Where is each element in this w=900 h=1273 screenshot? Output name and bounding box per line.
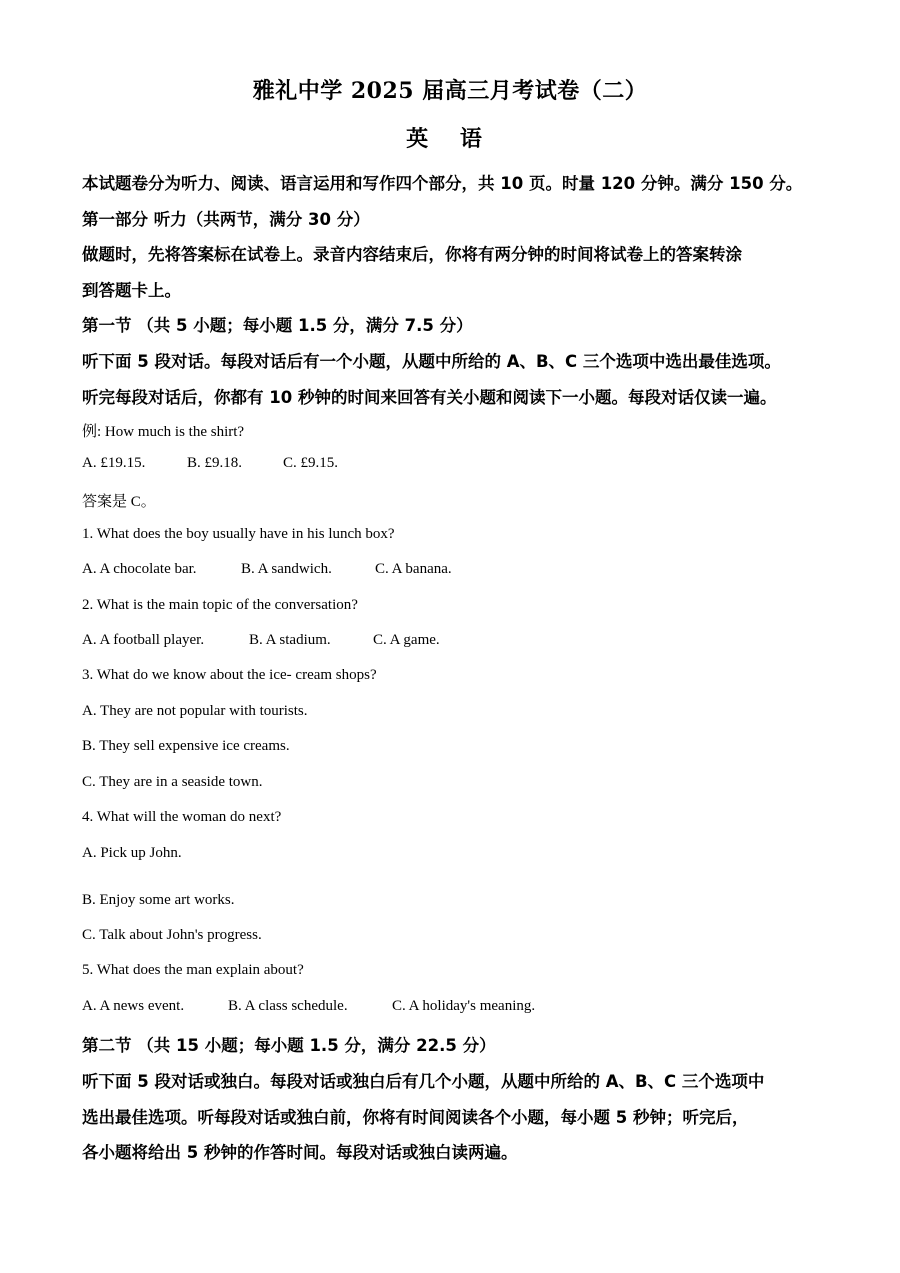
option-a: A. A news event. bbox=[82, 998, 185, 1014]
example-option-b: B. £9.18. bbox=[187, 455, 243, 471]
option-b: B. A class schedule. bbox=[228, 998, 348, 1014]
example-option-a: A. £19.15. bbox=[82, 455, 146, 471]
question-3: 3. What do we know about the ice- cream shops? bbox=[82, 667, 377, 683]
question-3-option-c: C. They are in a seaside town. bbox=[82, 774, 263, 790]
question-4: 4. What will the woman do next? bbox=[82, 809, 282, 825]
option-a: A. A chocolate bar. bbox=[82, 561, 197, 577]
option-a: A. A football player. bbox=[82, 632, 205, 648]
question-2-options bbox=[82, 632, 440, 649]
section1-instruction-line2: 听完每段对话后，你都有 10 秒钟的时间来回答有关小题和阅读下一小题。每段对话仅读一遍。 bbox=[82, 388, 777, 407]
option-b: B. A stadium. bbox=[249, 632, 331, 648]
example-option-c: C. £9.15. bbox=[283, 455, 339, 471]
part1-instruction-line2: 到答题卡上。 bbox=[82, 281, 181, 300]
question-2: 2. What is the main topic of the conversation? bbox=[82, 597, 358, 613]
example-question: 例: How much is the shirt? bbox=[82, 424, 245, 440]
subject-title: 英 语 bbox=[406, 126, 494, 152]
section2-heading: 第二节 （共 15 小题；每小题 1.5 分，满分 22.5 分） bbox=[82, 1036, 496, 1055]
exam-intro: 本试题卷分为听力、阅读、语言运用和写作四个部分，共 10 页。时量 120 分钟。满分 150 分。 bbox=[82, 174, 803, 193]
part1-instruction-line1: 做题时，先将答案标在试卷上。录音内容结束后，你将有两分钟的时间将试卷上的答案转涂 bbox=[82, 245, 742, 264]
page-title: 雅礼中学 2025 届高三月考试卷（二） bbox=[252, 78, 648, 104]
example-answer: 答案是 C。 bbox=[82, 494, 156, 510]
section2-instruction-line1: 听下面 5 段对话或独白。每段对话或独白后有几个小题，从题中所给的 A、B、C 三个选项中 bbox=[82, 1072, 765, 1091]
option-b: B. A sandwich. bbox=[241, 561, 332, 577]
question-4-option-b: B. Enjoy some art works. bbox=[82, 892, 235, 908]
question-1-options bbox=[82, 561, 452, 578]
option-c: C. A banana. bbox=[375, 561, 452, 577]
section2-instruction-line3: 各小题将给出 5 秒钟的作答时间。每段对话或独白读两遍。 bbox=[82, 1143, 518, 1162]
question-4-option-a: A. Pick up John. bbox=[82, 845, 182, 861]
question-5-options bbox=[82, 998, 535, 1015]
example-options bbox=[82, 455, 338, 472]
question-4-option-c: C. Talk about John's progress. bbox=[82, 927, 262, 943]
option-c: C. A game. bbox=[373, 632, 440, 648]
option-c: C. A holiday's meaning. bbox=[392, 998, 536, 1014]
question-1: 1. What does the boy usually have in his lunch box? bbox=[82, 526, 395, 542]
question-3-option-b: B. They sell expensive ice creams. bbox=[82, 738, 290, 754]
part1-heading: 第一部分 听力（共两节，满分 30 分） bbox=[82, 210, 370, 229]
section2-instruction-line2: 选出最佳选项。听每段对话或独白前，你将有时间阅读各个小题，每小题 5 秒钟；听完后， bbox=[82, 1108, 749, 1127]
section1-heading: 第一节 （共 5 小题；每小题 1.5 分，满分 7.5 分） bbox=[82, 316, 473, 335]
question-5: 5. What does the man explain about? bbox=[82, 962, 304, 978]
question-3-option-a: A. They are not popular with tourists. bbox=[82, 703, 308, 719]
section1-instruction-line1: 听下面 5 段对话。每段对话后有一个小题，从题中所给的 A、B、C 三个选项中选出最佳选项。 bbox=[82, 352, 781, 371]
